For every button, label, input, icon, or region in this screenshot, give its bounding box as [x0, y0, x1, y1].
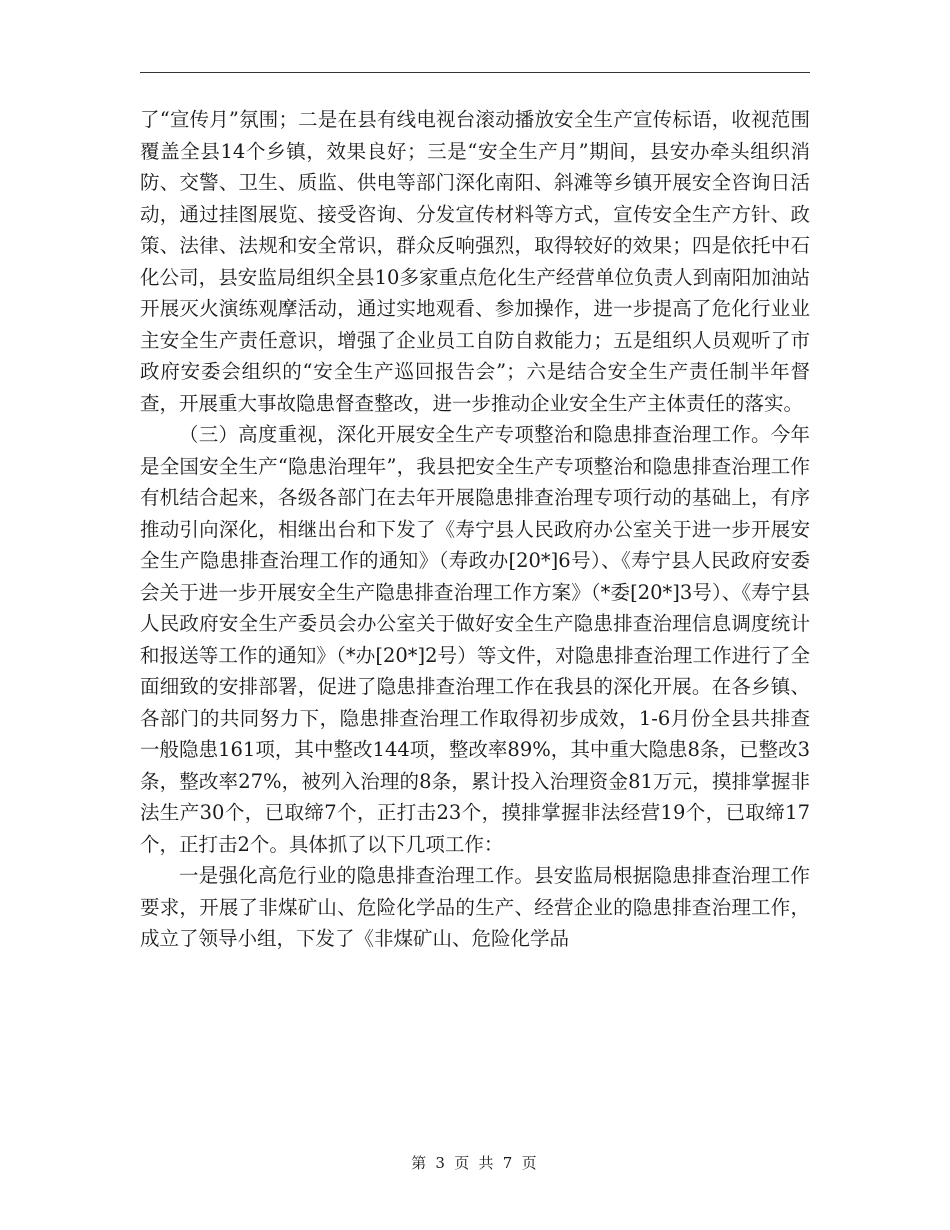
paragraph-item-one: 一是强化高危行业的隐患排查治理工作。县安监局根据隐患排查治理工作要求，开展了非煤矿山、危险化学品的生产、经营企业的隐患排查治理工作，成立了领导小组，下发了《非煤矿山、危险化学品 — [140, 864, 810, 950]
paragraph-continuation: 了“宣传月”氛围；二是在县有线电视台滚动播放安全生产宣传标语，收视范围覆盖全县14个乡镇，效果良好；三是“安全生产月”期间，县安办牵头组织消防、交警、卫生、质监、供电等部门深化南阳、斜滩等乡镇开展安全咨询日活动，通过挂图展览、接受咨询、分发宣传材料等方式，宣传安全生产方针、政策、法律、法规和安全常识，群众反响强烈，取得较好的效果；四是依托中石化公司，县安监局组织全县10多家重点危化生产经营单位负责人到南阳加油站开展灭火演练观摩活动，通过实地观看、参加操作，进一步提高了危化行业业主安全生产责任意识，增强了企业员工自防自救能力；五是组织人员观听了市政府安委会组织的“安全生产巡回报告会”；六是结合安全生产责任制半年督查，开展重大事故隐患督查整改，进一步推动企业安全生产主体责任的落实。 — [140, 108, 810, 415]
page-number: 第 3 页 共 7 页 — [411, 1154, 539, 1172]
document-body — [140, 104, 810, 955]
paragraph-section-three: （三）高度重视，深化开展安全生产专项整治和隐患排查治理工作。今年是全国安全生产“隐患治理年”，我县把安全生产专项整治和隐患排查治理工作有机结合起来，各级各部门在去年开展隐患排查治理专项行动的基础上，有序推动引向深化，相继出台和下发了《寿宁县人民政府办公室关于进一步开展安全生产隐患排查治理工作的通知》（寿政办[20*]6号）、《寿宁县人民政府安委会关于进一步开展安全生产隐患排查治理工作方案》（*委[20*]3号）、《寿宁县人民政府安全生产委员会办公室关于做好安全生产隐患排查治理信息调度统计和报送等工作的通知》（*办[20*]2号）等文件，对隐患排查治理工作进行了全面细致的安排部署，促进了隐患排查治理工作在我县的深化开展。在各乡镇、各部门的共同努力下，隐患排查治理工作取得初步成效，1-6月份全县共排查一般隐患161项，其中整改144项，整改率89%，其中重大隐患8条，已整改3条，整改率27%，被列入治理的8条，累计投入治理资金81万元，摸排掌握非法生产30个，已取缔7个，正打击23个，摸排掌握非法经营19个，已取缔17个，正打击2个。具体抓了以下几项工作： — [140, 423, 810, 856]
header-divider — [140, 72, 810, 73]
